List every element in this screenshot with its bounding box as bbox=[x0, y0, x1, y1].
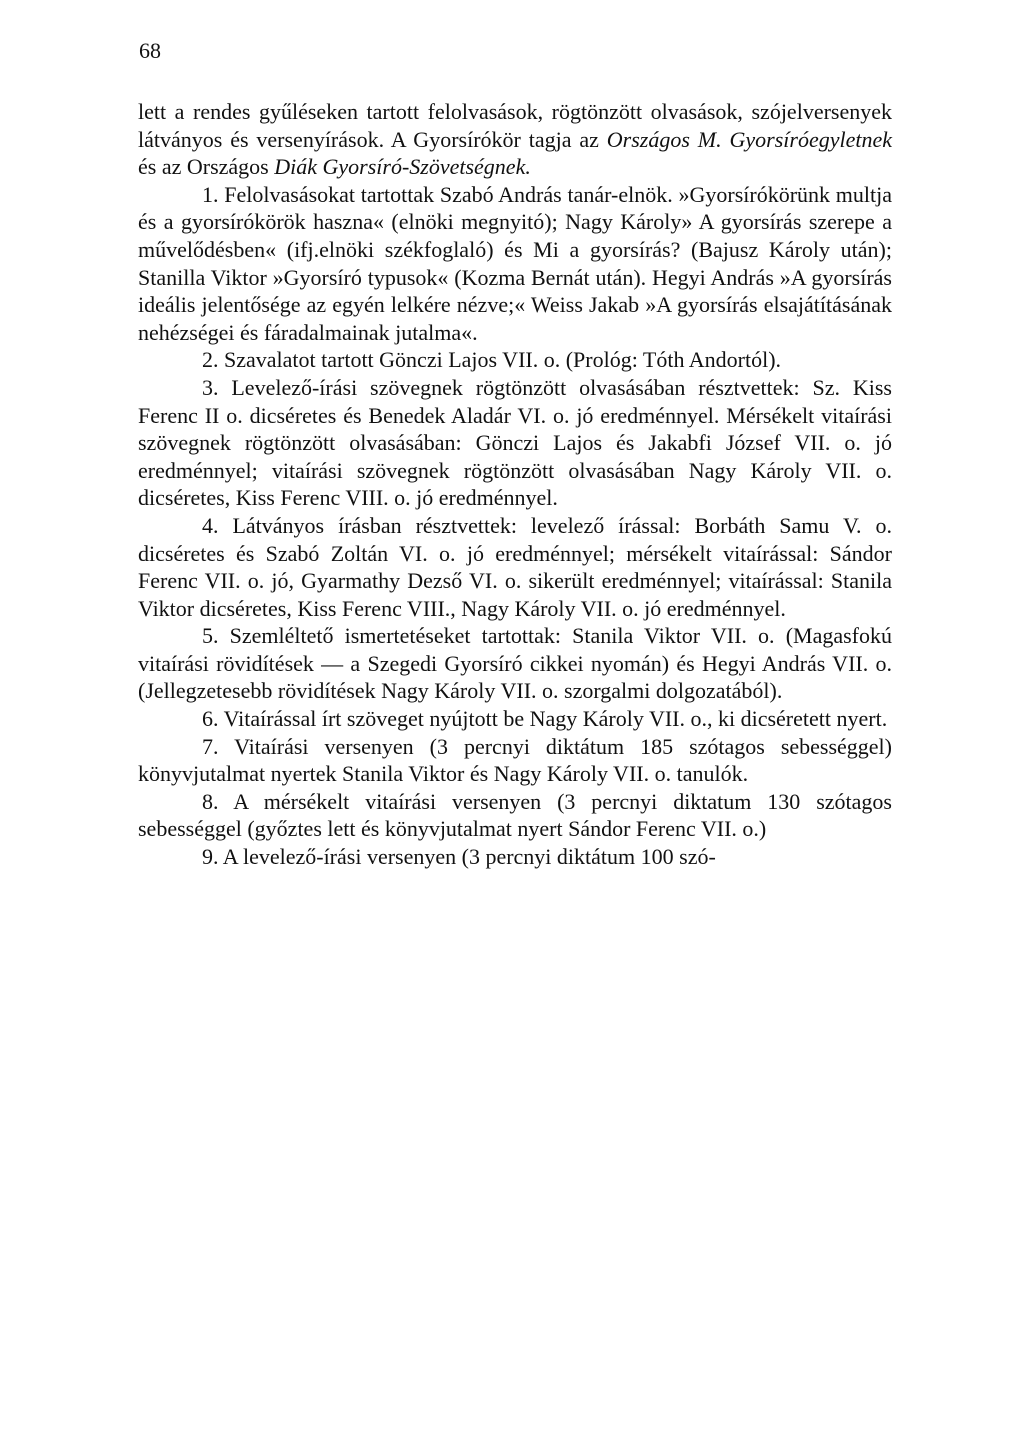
list-item: 1. Felolvasásokat tartottak Szabó András tanár-elnök. »Gyorsírókörünk multja és a gyorsírókörök haszna« (elnöki megnyitó); Nagy Károly» A gyorsírás szerepe a művelődésben« (ifj.elnöki székfoglaló) és Mi a gyorsírás? (Bajusz Károly után); Stanilla Viktor »Gyorsíró typusok« (Kozma Bernát után). Hegyi András »A gyorsírás ideális jelentősége az egyén lelkére nézve;« Weiss Jakab »A gyorsírás elsajátításának nehézségei és fáradalmainak jutalma«. bbox=[138, 181, 892, 345]
intro-text: lett a rendes gyűléseken tartott felolvasások, rögtönzött olvasások, szójelversenyek látványos és versenyírások. A Gyorsírókör tagja az bbox=[138, 99, 892, 152]
list-item: 2. Szavalatot tartott Gönczi Lajos VII. o. (Prológ: Tóth Andortól). bbox=[202, 347, 782, 373]
list-item: 8. A mérsékelt vitaírási versenyen (3 percnyi diktatum 130 szótagos sebességgel (győztes lett és könyvjutalmat nyert Sándor Ferenc VII. o.) bbox=[138, 788, 892, 842]
association-name-italic: Országos M. Gyorsíróegyletnek bbox=[606, 126, 892, 152]
list-item: 9. A levelező-írási versenyen (3 percnyi diktátum 100 szó- bbox=[202, 844, 716, 870]
federation-name-italic: Diák Gyorsíró-Szövetségnek. bbox=[274, 154, 531, 180]
intro-connector: és az Országos bbox=[138, 154, 275, 180]
list-item: 5. Szemléltető ismertetéseket tartottak: Stanila Viktor VII. o. (Magasfokú vitaírási rövidítések — a Szegedi Gyorsíró cikkei nyomán) és Hegyi András VII. o. (Jellegzetesebb rövidítések Nagy Károly VII. o. szorgalmi dolgozatából). bbox=[138, 623, 892, 704]
list-item: 4. Látványos írásban résztvettek: levelező írással: Borbáth Samu V. o. dicséretes és Szabó Zoltán VI. o. jó eredménnyel; mérsékelt vitaírással: Sándor Ferenc VII. o. jó, Gyarmathy Dezső VI. o. sikerült eredménnyel; vitaírással: Stanila Viktor dicséretes, Kiss Ferenc VIII., Nagy Károly VII. o. jó eredménnyel. bbox=[138, 512, 892, 621]
list-item: 6. Vitaírással írt szöveget nyújtott be Nagy Károly VII. o., ki dicséretett nyert. bbox=[202, 706, 888, 732]
list-item: 7. Vitaírási versenyen (3 percnyi diktátum 185 szótagos sebességgel) könyvjutalmat nyertek Stanila Viktor és Nagy Károly VII. o. tanulók. bbox=[138, 733, 892, 787]
list-item: 3. Levelező-írási szövegnek rögtönzött olvasásában résztvettek: Sz. Kiss Ferenc II o. dicséretes és Benedek Aladár VI. o. jó eredménnyel. Mérsékelt vitaírási szövegnek rögtönzött olvasásában: Gönczi Lajos és Jakabfi József VII. o. jó eredménnyel; vitaírási szövegnek rögtönzött olvasásában Nagy Károly VII. o. dicséretes, Kiss Ferenc VIII. o. jó eredménnyel. bbox=[138, 374, 892, 511]
page-number: 68 bbox=[139, 38, 161, 63]
intro-paragraph bbox=[138, 98, 892, 181]
page-body bbox=[138, 98, 892, 871]
